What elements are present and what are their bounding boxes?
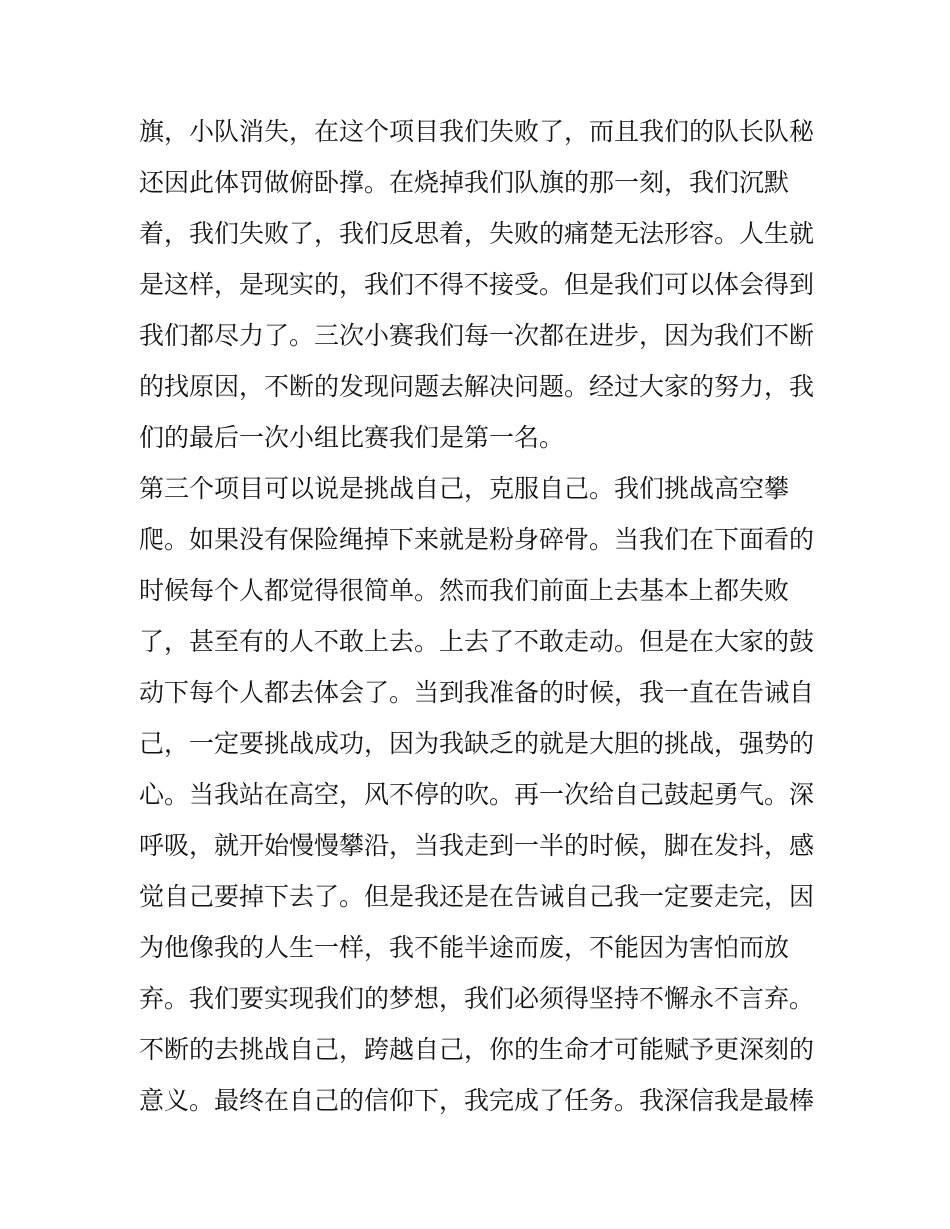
text-line: 我们都尽力了。三次小赛我们每一次都在进步，因为我们不断 — [139, 321, 815, 350]
text-line: 呼吸，就开始慢慢攀沿，当我走到一半的时候，脚在发抖，感 — [139, 831, 815, 860]
text-line: 的找原因，不断的发现问题去解决问题。经过大家的努力，我 — [139, 372, 815, 401]
text-line: 了，甚至有的人不敢上去。上去了不敢走动。但是在大家的鼓 — [139, 627, 815, 656]
text-line: 着，我们失败了，我们反思着，失败的痛楚无法形容。人生就 — [139, 219, 815, 248]
text-line: 第三个项目可以说是挑战自己，克服自己。我们挑战高空攀 — [139, 474, 790, 503]
text-line: 们的最后一次小组比赛我们是第一名。 — [139, 423, 565, 452]
text-line: 己，一定要挑战成功，因为我缺乏的就是大胆的挑战，强势的 — [139, 729, 815, 758]
text-line: 时候每个人都觉得很简单。然而我们前面上去基本上都失败 — [139, 576, 790, 605]
text-line: 爬。如果没有保险绳掉下来就是粉身碎骨。当我们在下面看的 — [139, 525, 815, 554]
text-line: 还因此体罚做俯卧撑。在烧掉我们队旗的那一刻，我们沉默 — [139, 168, 790, 197]
text-line: 不断的去挑战自己，跨越自己，你的生命才可能赋予更深刻的 — [139, 1035, 815, 1064]
text-line: 意义。最终在自己的信仰下，我完成了任务。我深信我是最棒 — [139, 1086, 815, 1115]
text-line: 心。当我站在高空，风不停的吹。再一次给自己鼓起勇气。深 — [139, 780, 815, 809]
text-line: 觉自己要掉下去了。但是我还是在告诫自己我一定要走完，因 — [139, 882, 815, 911]
text-line: 是这样，是现实的，我们不得不接受。但是我们可以体会得到 — [139, 270, 815, 299]
text-line: 弃。我们要实现我们的梦想，我们必须得坚持不懈永不言弃。 — [139, 984, 815, 1013]
body-text — [139, 106, 819, 1126]
text-line: 旗，小队消失，在这个项目我们失败了，而且我们的队长队秘 — [139, 117, 815, 146]
text-line: 为他像我的人生一样，我不能半途而废，不能因为害怕而放 — [139, 933, 790, 962]
text-line: 动下每个人都去体会了。当到我准备的时候，我一直在告诫自 — [139, 678, 815, 707]
